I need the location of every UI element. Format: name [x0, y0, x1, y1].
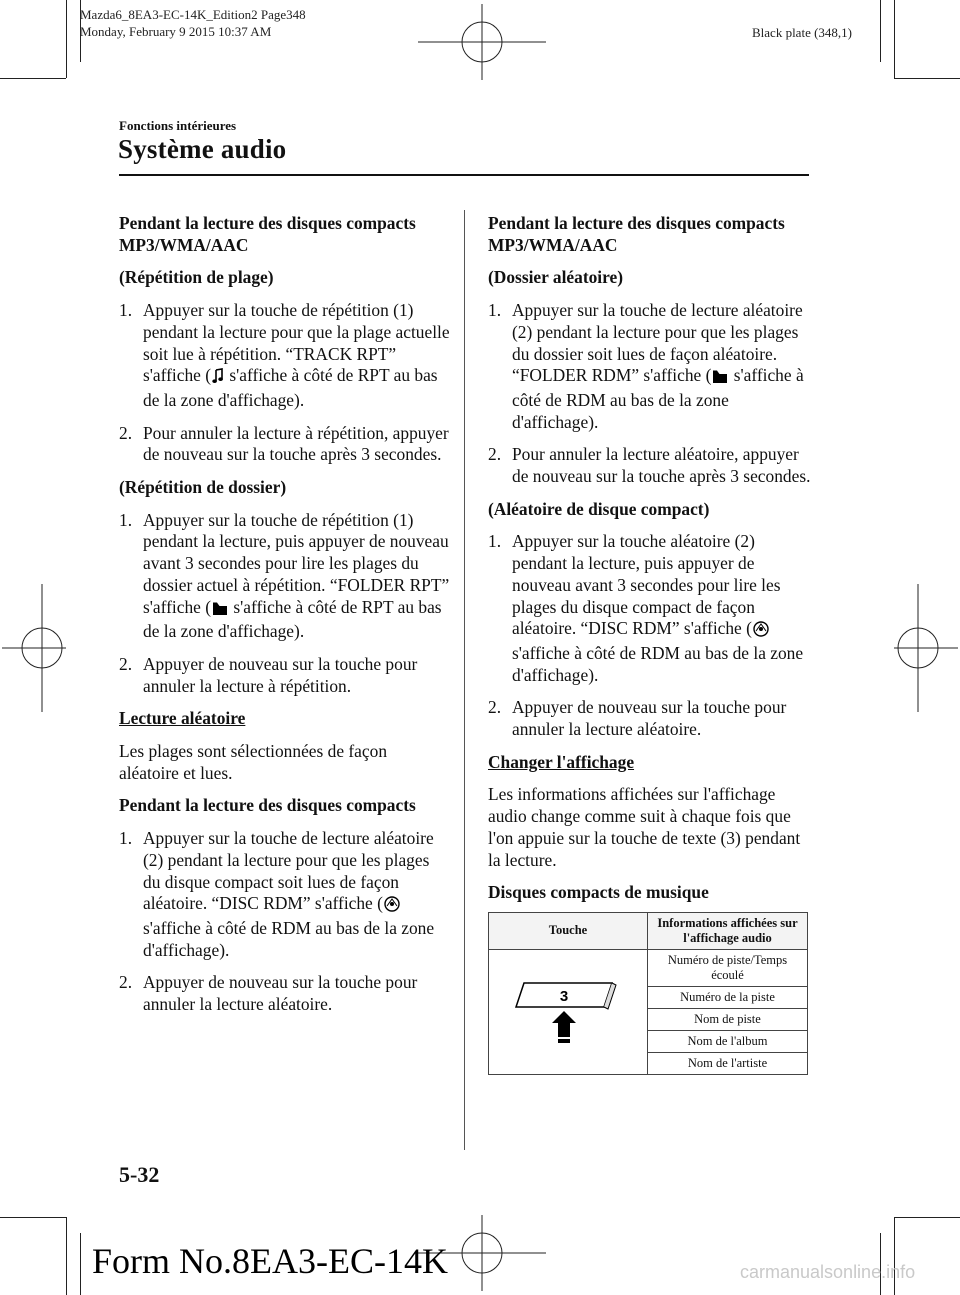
folder-icon	[712, 368, 728, 390]
table-cell: Nom de l'artiste	[648, 1052, 808, 1074]
disc-random-step-1-left: 1. Appuyer sur la touche de lecture aléatoire (2) pendant la lecture pour que les plages du disque compact soit lues de façon aléatoire. “DISC RDM” s'affiche ( s'affiche à côté de RDM au bas de la zone d'affichage).	[119, 828, 435, 960]
disc-random-step-1-right: 1. Appuyer sur la touche aléatoire (2) pendant la lecture, puis appuyer de nouveau avant 3 secondes pour lire les plages du disque compact de façon aléatoire. “DISC RDM” s'affiche ( s'affiche à côté de RDM au bas de la zone d'affichage).	[488, 531, 804, 685]
disc-icon	[753, 621, 769, 643]
folder-random-title: (Dossier aléatoire)	[488, 267, 624, 288]
plate-label: Black plate (348,1)	[752, 25, 852, 40]
display-intro: Les informations affichées sur l'affichage audio change comme suit à chaque fois que l'on appuie sur la touche de texte (3) pendant la lecture.	[488, 784, 801, 870]
print-file-line: Mazda6_8EA3-EC-14K_Edition2 Page348	[80, 7, 306, 22]
table-cell: Nom de l'album	[648, 1030, 808, 1052]
registration-mark-right	[894, 584, 958, 712]
table-col-touche: Touche	[489, 912, 648, 949]
chapter-title: Système audio	[118, 134, 287, 164]
registration-mark-top	[418, 4, 546, 80]
table-col-info: Informations affichées sur l'affichage audio	[648, 912, 808, 949]
header-rule	[119, 174, 809, 176]
folder-repeat-title: (Répétition de dossier)	[119, 477, 287, 498]
folder-repeat-step-1: 1. Appuyer sur la touche de répétition (1) pendant la lecture, puis appuyer de nouveau avant 3 secondes pour lire les plages du dossier actuel à répétition. “FOLDER RPT” s'affiche ( s'affiche à côté de RPT au bas de la zone d'affichage).	[119, 509, 450, 642]
random-intro: Les plages sont sélectionnées de façon aléatoire et lues.	[119, 741, 388, 783]
right-column	[488, 213, 813, 1075]
section-label: Fonctions intérieures	[119, 118, 237, 133]
track-repeat-title: (Répétition de plage)	[119, 267, 274, 288]
text-button-cell	[489, 949, 648, 1074]
table-header-row	[489, 912, 808, 949]
table-cell: Nom de piste	[648, 1008, 808, 1030]
mp3-heading-right: Pendant la lecture des disques compacts MP3/WMA/AAC	[488, 213, 785, 255]
disc-random-title: (Aléatoire de disque compact)	[488, 498, 710, 519]
form-number: Form No.8EA3-EC-14K	[92, 1241, 448, 1281]
track-repeat-step-2: 2. Pour annuler la lecture à répétition, appuyer de nouveau sur la touche après 3 secondes.	[119, 422, 449, 465]
display-heading: Changer l'affichage	[488, 751, 635, 772]
disc-icon	[384, 896, 400, 918]
text-button-illustration	[508, 969, 628, 1051]
pointing-hand-icon	[552, 1011, 576, 1043]
column-divider	[464, 210, 465, 1150]
table-cell: Numéro de piste/Temps écoulé	[648, 949, 808, 986]
mp3-heading-left: Pendant la lecture des disques compacts MP3/WMA/AAC	[119, 213, 416, 255]
registration-mark-left	[2, 584, 66, 712]
left-column	[119, 213, 451, 1027]
cd-heading-left: Pendant la lecture des disques compacts	[119, 795, 416, 816]
text-button-label: 3	[559, 987, 569, 1005]
table-title: Disques compacts de musique	[488, 882, 709, 903]
disc-random-step-2-left: 2. Appuyer de nouveau sur la touche pour annuler la lecture aléatoire.	[119, 972, 418, 1015]
track-repeat-step-1: 1. Appuyer sur la touche de répétition (1) pendant la lecture pour que la plage actuelle soit lue à répétition. “TRACK RPT” s'affiche ( s'affiche à côté de RPT au bas de la zone d'affichage).	[119, 300, 450, 410]
table-row	[489, 949, 808, 986]
music-note-icon	[212, 368, 224, 390]
display-info-table	[488, 912, 808, 1075]
print-info	[80, 6, 306, 40]
folder-random-step-2: 2. Pour annuler la lecture aléatoire, appuyer de nouveau sur la touche après 3 secondes.	[488, 444, 811, 487]
table-cell: Numéro de la piste	[648, 986, 808, 1008]
random-heading: Lecture aléatoire	[119, 708, 246, 729]
print-date-line: Monday, February 9 2015 10:37 AM	[80, 24, 272, 39]
folder-random-step-1: 1. Appuyer sur la touche de lecture aléatoire (2) pendant la lecture pour que les plages du dossier soit lues de façon aléatoire. “FOLDER RDM” s'affiche ( s'affiche à côté de RDM au bas de la zone d'affichage).	[488, 300, 804, 432]
folder-icon	[212, 600, 228, 622]
disc-random-step-2-right: 2. Appuyer de nouveau sur la touche pour annuler la lecture aléatoire.	[488, 697, 787, 740]
folder-repeat-step-2: 2. Appuyer de nouveau sur la touche pour annuler la lecture à répétition.	[119, 653, 418, 696]
watermark: carmanualsonline.info	[740, 1262, 916, 1282]
page-number: 5-32	[119, 1162, 160, 1187]
